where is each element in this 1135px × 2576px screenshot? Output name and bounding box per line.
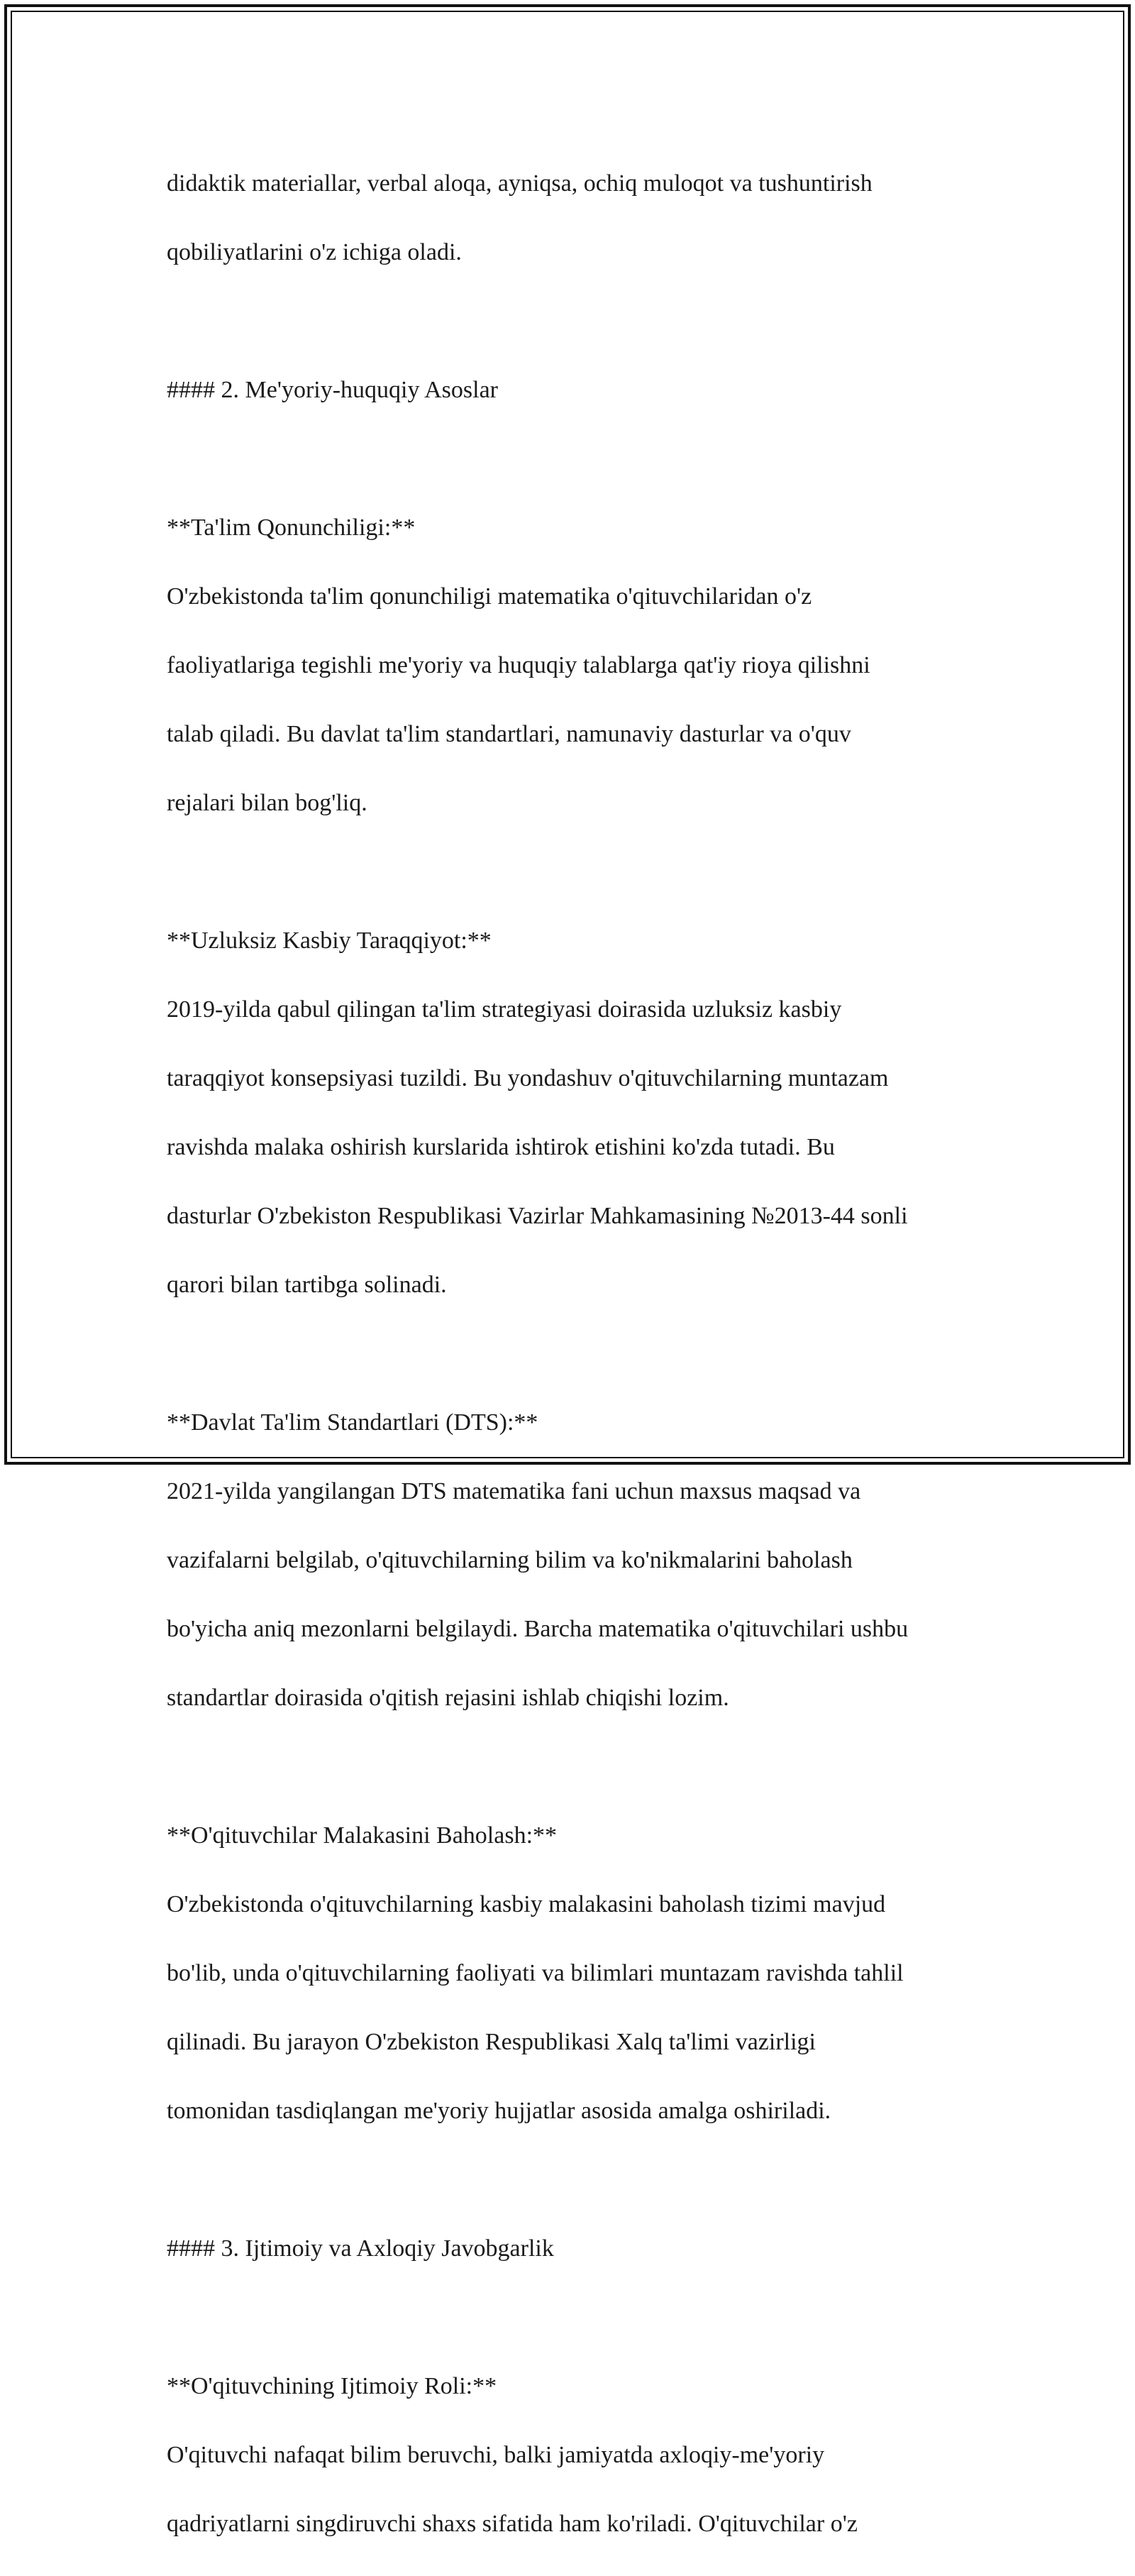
text-line: O'qituvchi nafaqat bilim beruvchi, balki jamiyatda axloqiy-me'yoriy xyxy=(167,2441,825,2468)
text-line: 2019-yilda qabul qilingan ta'lim strategiyasi doirasida uzluksiz kasbiy xyxy=(167,996,842,1023)
text-line: talab qiladi. Bu davlat ta'lim standartlari, namunaviy dasturlar va o'quv xyxy=(167,720,851,747)
text-line: taraqqiyot konsepsiyasi tuzildi. Bu yondashuv o'qituvchilarning muntazam xyxy=(167,1064,889,1091)
paragraph-uzluksiz-kasbiy xyxy=(167,889,982,1337)
subheading-text: **O'qituvchilar Malakasini Baholash:** xyxy=(167,1822,558,1849)
document-body xyxy=(167,132,982,2576)
text-line: standartlar doirasida o'qitish rejasini ishlab chiqishi lozim. xyxy=(167,1684,729,1711)
text-line: bo'yicha aniq mezonlarni belgilaydi. Barcha matematika o'qituvchilari ushbu xyxy=(167,1615,909,1642)
heading-text: #### 3. Ijtimoiy va Axloqiy Javobgarlik xyxy=(167,2235,554,2262)
text-line: 2021-yilda yangilangan DTS matematika fani uchun maxsus maqsad va xyxy=(167,1477,861,1504)
paragraph-ijtimoiy-roli xyxy=(167,2335,982,2576)
subheading-text: **Ta'lim Qonunchiligi:** xyxy=(167,514,416,541)
paragraph-intro xyxy=(167,132,982,304)
subheading-text: **Davlat Ta'lim Standartlari (DTS):** xyxy=(167,1409,538,1436)
text-line: qobiliyatlarini o'z ichiga oladi. xyxy=(167,238,462,265)
text-line: rejalari bilan bog'liq. xyxy=(167,789,367,816)
paragraph-talim-qonunchiligi xyxy=(167,476,982,855)
heading-text: #### 2. Me'yoriy-huquqiy Asoslar xyxy=(167,376,498,403)
subheading-text: **O'qituvchining Ijtimoiy Roli:** xyxy=(167,2372,497,2399)
text-line: O'zbekistonda o'qituvchilarning kasbiy malakasini baholash tizimi mavjud xyxy=(167,1890,886,1917)
section-heading-3 xyxy=(167,2197,982,2301)
text-line: bo'lib, unda o'qituvchilarning faoliyati va bilimlari muntazam ravishda tahlil xyxy=(167,1959,904,1986)
section-heading-2 xyxy=(167,338,982,442)
text-line: O'zbekistonda ta'lim qonunchiligi matematika o'qituvchilaridan o'z xyxy=(167,583,812,610)
text-line: qilinadi. Bu jarayon O'zbekiston Respublikasi Xalq ta'limi vazirligi xyxy=(167,2028,816,2055)
subheading-text: **Uzluksiz Kasbiy Taraqqiyot:** xyxy=(167,927,492,954)
text-line: tomonidan tasdiqlangan me'yoriy hujjatlar asosida amalga oshiriladi. xyxy=(167,2097,831,2124)
text-line: qadriyatlarni singdiruvchi shaxs sifatida ham ko'riladi. O'qituvchilar o'z xyxy=(167,2510,858,2537)
text-line: didaktik materiallar, verbal aloqa, ayniqsa, ochiq muloqot va tushuntirish xyxy=(167,170,873,197)
text-line: qarori bilan tartibga solinadi. xyxy=(167,1271,447,1298)
paragraph-malaka-baholash xyxy=(167,1784,982,2163)
paragraph-dts xyxy=(167,1371,982,1750)
text-line: vazifalarni belgilab, o'qituvchilarning bilim va ko'nikmalarini baholash xyxy=(167,1546,853,1573)
text-line: ravishda malaka oshirish kurslarida ishtirok etishini ko'zda tutadi. Bu xyxy=(167,1133,835,1160)
text-line: faoliyatlariga tegishli me'yoriy va huquqiy talablarga qat'iy rioya qilishni xyxy=(167,651,870,678)
text-line: dasturlar O'zbekiston Respublikasi Vazirlar Mahkamasining №2013-44 sonli xyxy=(167,1202,908,1229)
